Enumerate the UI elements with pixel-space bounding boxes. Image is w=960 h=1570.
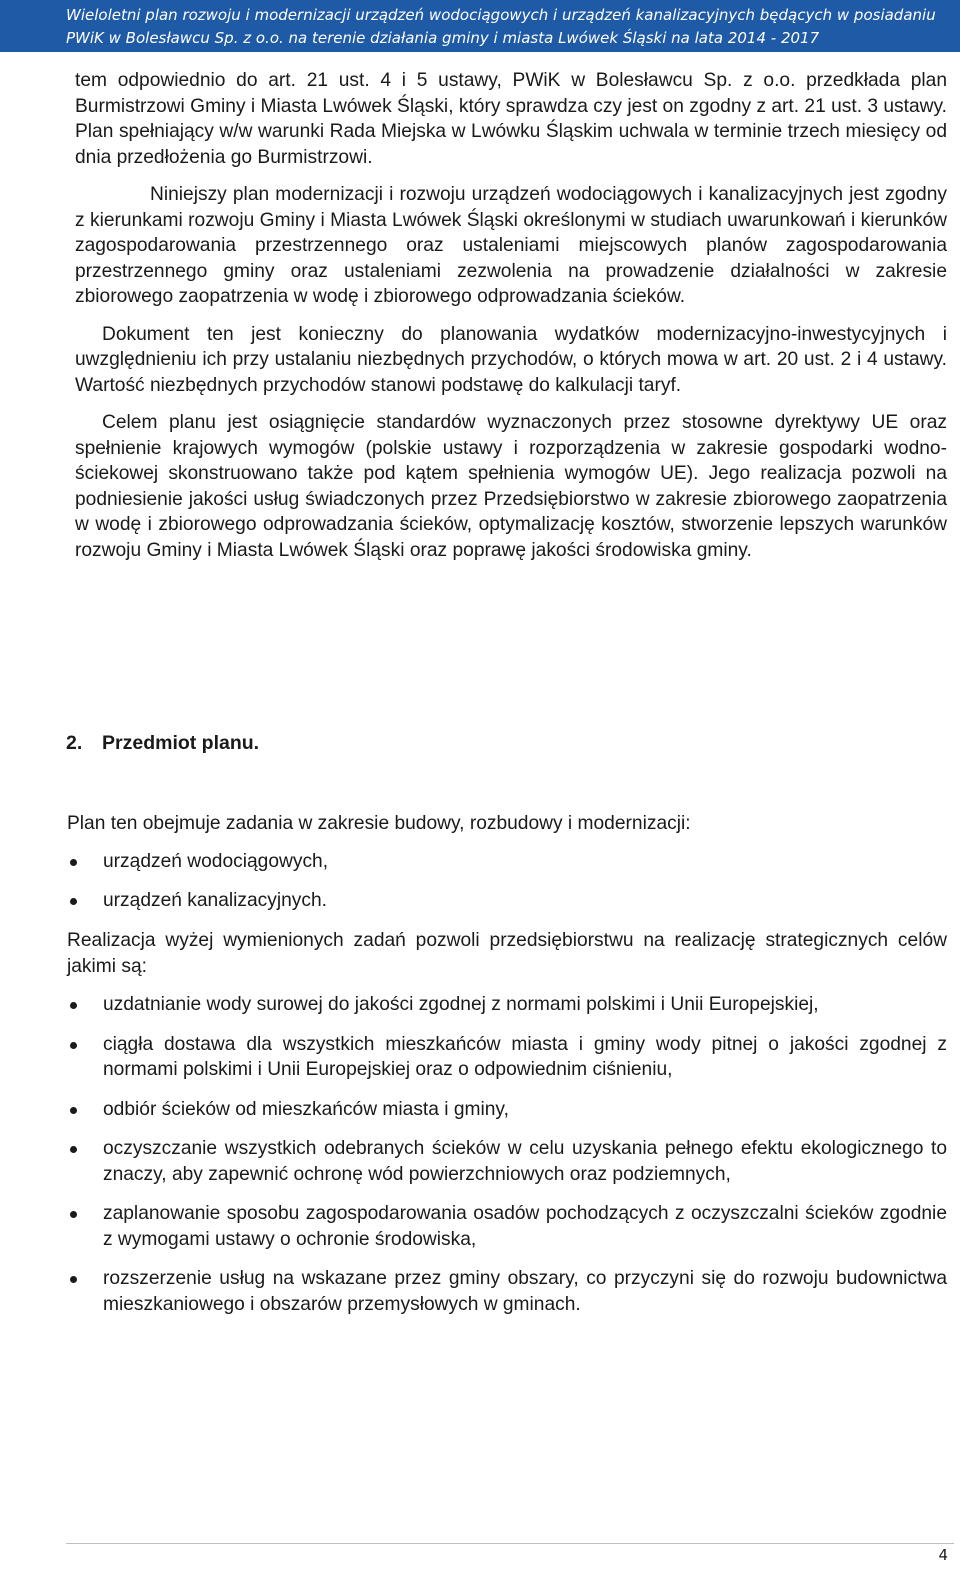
list-item bbox=[67, 1097, 947, 1123]
footer-divider bbox=[66, 1543, 954, 1544]
list-item-text: uzdatnianie wody surowej do jakości zgodnej z normami polskimi i Unii Europejskiej, bbox=[103, 994, 819, 1015]
list-item bbox=[67, 992, 947, 1018]
page-number: 4 bbox=[938, 1546, 948, 1564]
bullet-icon bbox=[70, 859, 77, 866]
list-item bbox=[67, 1266, 947, 1317]
list-item bbox=[67, 849, 947, 875]
body-text bbox=[75, 68, 947, 563]
paragraph-intro: tem odpowiednio do art. 21 ust. 4 i 5 ustawy, PWiK w Bolesławcu Sp. z o.o. przedkłada plan Burmistrzowi Gminy i Miasta Lwówek Śląski, który sprawdza czy jest on zgodny z art. 21 ust. 3 ustawy. Plan spełniający w/w warunki Rada Miejska w Lwówku Śląskim uchwala w terminie trzech miesięcy od dnia przedłożenia go Burmistrzowi. bbox=[75, 70, 947, 168]
list-item-text: oczyszczanie wszystkich odebranych ścieków w celu uzyskania pełnego efektu ekologicznego to znaczy, aby zapewnić ochronę wód powierzchniowych oraz podziemnych, bbox=[103, 1138, 947, 1185]
section-heading bbox=[66, 732, 259, 755]
plan-scope-intro: Plan ten obejmuje zadania w zakresie budowy, rozbudowy i modernizacji: bbox=[67, 813, 691, 834]
goals-intro: Realizacja wyżej wymienionych zadań pozwoli przedsiębiorstwu na realizację strategicznych celów jakimi są: bbox=[67, 930, 947, 977]
list-item-text: rozszerzenie usług na wskazane przez gminy obszary, co przyczyni się do rozwoju budownictwa mieszkaniowego i obszarów przemysłowych w gminach. bbox=[103, 1268, 947, 1315]
goals-list bbox=[67, 992, 947, 1317]
list-item-text: odbiór ścieków od mieszkańców miasta i gminy, bbox=[103, 1098, 509, 1120]
section-title: Przedmiot planu. bbox=[102, 732, 260, 754]
bullet-icon bbox=[70, 898, 77, 905]
bullet-icon bbox=[70, 1211, 77, 1218]
list-item-text: zaplanowanie sposobu zagospodarowania osadów pochodzących z oczyszczalni ścieków zgodnie z wymogami ustawy o ochronie środowiska, bbox=[103, 1203, 947, 1250]
header-title-line-1: Wieloletni plan rozwoju i modernizacji urządzeń wodociągowych i urządzeń kanalizacyjnych będących w posiadaniu bbox=[66, 6, 936, 24]
bullet-icon bbox=[70, 1276, 77, 1283]
list-item-text: ciągła dostawa dla wszystkich mieszkańców miasta i gminy wody pitnej o jakości zgodnej z normami polskimi i Unii Europejskiej oraz o odpowiednim ciśnieniu, bbox=[103, 1033, 947, 1080]
header-band bbox=[0, 0, 960, 52]
list-item-text: urządzeń wodociągowych, bbox=[103, 851, 329, 872]
list-item bbox=[67, 888, 947, 914]
paragraph-compliance: Niniejszy plan modernizacji i rozwoju urządzeń wodociągowych i kanalizacyjnych jest zgodny z kierunkami rozwoju Gminy i Miasta Lwówek Śląski określonymi w studiach uwarunkowań i kierunków zagospodarowania przestrzennego oraz ustaleniami miejscowych planów zagospodarowania przestrzennego gminy oraz ustaleniami zezwolenia na prowadzenie działalności w zakresie zbiorowego zaopatrzenia w wodę i zbiorowego odprowadzania ścieków. bbox=[75, 184, 947, 307]
paragraph-goal: Celem planu jest osiągnięcie standardów wyznaczonych przez stosowne dyrektywy UE oraz spełnienie krajowych wymogów (polskie ustawy i rozporządzenia w zakresie gospodarki wodno-ściekowej skonstruowano także pod kątem spełnienia wymogów UE). Jego realizacja pozwoli na podniesienie jakości usług świadczonych przez Przedsiębiorstwo w zakresie zbiorowego zaopatrzenia w wodę i zbiorowego odprowadzania ścieków, optymalizację kosztów, stworzenie lepszych warunków rozwoju Gminy i Miasta Lwówek Śląski oraz poprawę jakości środowiska gminy. bbox=[75, 412, 947, 561]
plan-scope-list bbox=[67, 849, 947, 913]
list-item-text: urządzeń kanalizacyjnych. bbox=[103, 889, 327, 911]
bullet-icon bbox=[70, 1107, 77, 1114]
section-number: 2. bbox=[66, 732, 83, 754]
bullet-icon bbox=[70, 1042, 77, 1049]
list-item bbox=[67, 1136, 947, 1187]
header-title-line-2: PWiK w Bolesławcu Sp. z o.o. na terenie działania gminy i miasta Lwówek Śląski na lata 2014 - 2017 bbox=[66, 29, 820, 47]
bullet-icon bbox=[70, 1002, 77, 1009]
paragraph-document: Dokument ten jest konieczny do planowania wydatków modernizacyjno-inwestycyjnych i uwzględnieniu ich przy ustalaniu niezbędnych przychodów, o których mowa w art. 20 ust. 2 i 4 ustawy. Wartość niezbędnych przychodów stanowi podstawę do kalkulacji taryf. bbox=[75, 323, 947, 396]
bullet-icon bbox=[70, 1146, 77, 1153]
list-item bbox=[67, 1201, 947, 1252]
list-item bbox=[67, 1032, 947, 1083]
